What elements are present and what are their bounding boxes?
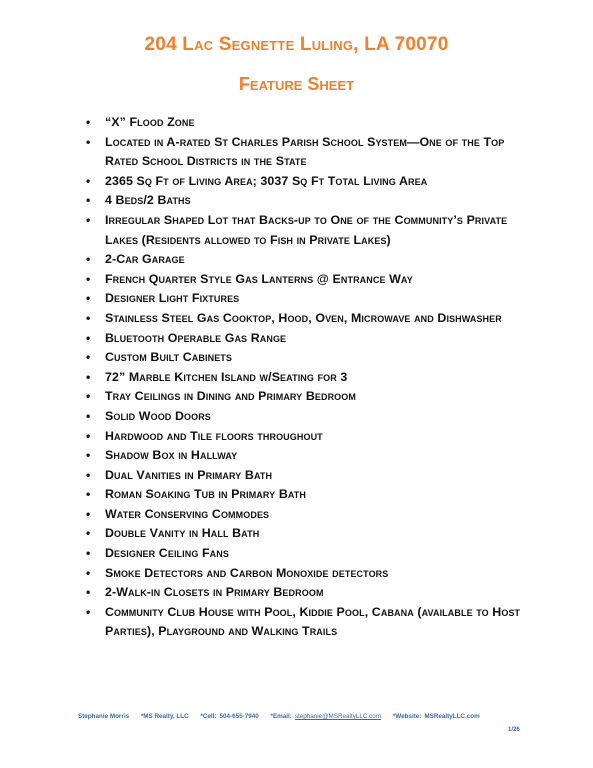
feature-text: Roman Soaking Tub in Primary Bath <box>105 487 306 502</box>
footer-email-link[interactable]: stephanie@MSRealtyLLC.com <box>294 713 382 720</box>
bullet-icon: • <box>86 193 91 208</box>
bullet-icon: • <box>86 428 91 443</box>
bullet-icon: • <box>86 350 91 365</box>
list-item <box>83 427 523 447</box>
bullet-icon: • <box>86 546 91 561</box>
list-item <box>83 505 523 525</box>
footer-email <box>271 713 382 720</box>
feature-text: “X” Flood Zone <box>105 115 195 129</box>
list-item <box>83 309 523 329</box>
footer-cell-value: 504-655-7940 <box>219 713 259 720</box>
footer-website <box>393 713 480 720</box>
bullet-icon: • <box>86 252 91 267</box>
page-subtitle: Feature Sheet <box>238 74 355 94</box>
feature-text: Designer Ceiling Fans <box>105 546 229 561</box>
bullet-icon: • <box>86 212 91 227</box>
list-item <box>83 113 523 133</box>
bullet-icon: • <box>86 173 91 188</box>
bullet-icon: • <box>86 506 91 521</box>
bullet-icon: • <box>86 604 91 619</box>
bullet-icon: • <box>86 389 91 404</box>
bullet-icon: • <box>86 134 91 149</box>
bullet-icon: • <box>86 467 91 482</box>
feature-text: Custom Built Cabinets <box>105 350 232 365</box>
bullet-icon: • <box>86 330 91 345</box>
bullet-icon: • <box>86 115 91 129</box>
page-number: 1/26 <box>508 727 520 733</box>
feature-text: Double Vanity in Hall Bath <box>105 526 260 541</box>
list-item <box>83 348 523 368</box>
feature-text: Community Club House with Pool, Kiddie Pool, Cabana (available to Host Parties), Playground and Walking Trails <box>105 604 521 639</box>
footer-website-label: *Website: <box>392 713 422 720</box>
bullet-icon: • <box>86 487 91 502</box>
list-item <box>83 583 523 603</box>
bullet-icon: • <box>86 310 91 325</box>
feature-text: Water Conserving Commodes <box>105 506 270 521</box>
footer-cell <box>200 713 258 720</box>
feature-text: 2365 Sq Ft of Living Area; 3037 Sq Ft Total Living Area <box>105 173 428 188</box>
list-item <box>83 407 523 427</box>
feature-text: Shadow Box in Hallway <box>105 448 238 463</box>
feature-text: Smoke Detectors and Carbon Monoxide detectors <box>105 565 389 580</box>
feature-text: Tray Ceilings in Dining and Primary Bedroom <box>105 389 356 404</box>
list-item <box>83 446 523 466</box>
list-item <box>83 466 523 486</box>
list-item <box>83 133 523 172</box>
list-item <box>83 172 523 192</box>
feature-text: Solid Wood Doors <box>105 408 211 423</box>
feature-text: 72” Marble Kitchen Island w/Seating for 3 <box>105 369 348 384</box>
bullet-icon: • <box>86 408 91 423</box>
feature-text: 2-Car Garage <box>105 252 185 267</box>
bullet-icon: • <box>86 565 91 580</box>
list-item <box>83 387 523 407</box>
feature-text: 4 Beds/2 Baths <box>105 193 191 208</box>
footer <box>78 713 518 720</box>
feature-text: Bluetooth Operable Gas Range <box>105 330 287 345</box>
bullet-icon: • <box>86 585 91 600</box>
feature-text: Located in A-rated St Charles Parish School System—One of the Top Rated School Districts in the State <box>105 134 505 169</box>
list-item <box>83 329 523 349</box>
feature-text: Designer Light Fixtures <box>105 291 240 306</box>
list-item <box>83 211 523 250</box>
list-item <box>83 368 523 388</box>
feature-text: Dual Vanities in Primary Bath <box>105 467 273 482</box>
feature-text: Stainless Steel Gas Cooktop, Hood, Oven, Microwave and Dishwasher <box>105 310 502 325</box>
bullet-icon: • <box>86 448 91 463</box>
bullet-icon: • <box>86 291 91 306</box>
list-item <box>83 544 523 564</box>
footer-cell-label: *Cell: <box>200 713 217 720</box>
feature-text: Irregular Shaped Lot that Backs-up to One of the Community’s Private Lakes (Residents allowed to Fish in Private Lakes) <box>105 212 508 247</box>
list-item <box>83 485 523 505</box>
list-item <box>83 289 523 309</box>
list-item <box>83 603 523 642</box>
bullet-icon: • <box>86 271 91 286</box>
list-item <box>83 524 523 544</box>
feature-text: French Quarter Style Gas Lanterns @ Entrance Way <box>105 271 413 286</box>
feature-list <box>83 113 523 642</box>
page-title-address: 204 Lac Segnette Luling, LA 70070 <box>144 34 449 55</box>
bullet-icon: • <box>86 369 91 384</box>
list-item <box>83 191 523 211</box>
feature-text: 2-Walk-in Closets in Primary Bedroom <box>105 585 324 600</box>
footer-email-label: *Email: <box>270 713 292 720</box>
list-item <box>83 270 523 290</box>
bullet-icon: • <box>86 526 91 541</box>
footer-company: *MS Realty, LLC <box>140 713 189 720</box>
footer-name: Stephanie Morris <box>78 713 130 720</box>
list-item <box>83 250 523 270</box>
feature-text: Hardwood and Tile floors throughout <box>105 428 323 443</box>
list-item <box>83 564 523 584</box>
footer-website-link[interactable]: MSRealtyLLC.com <box>424 713 480 720</box>
